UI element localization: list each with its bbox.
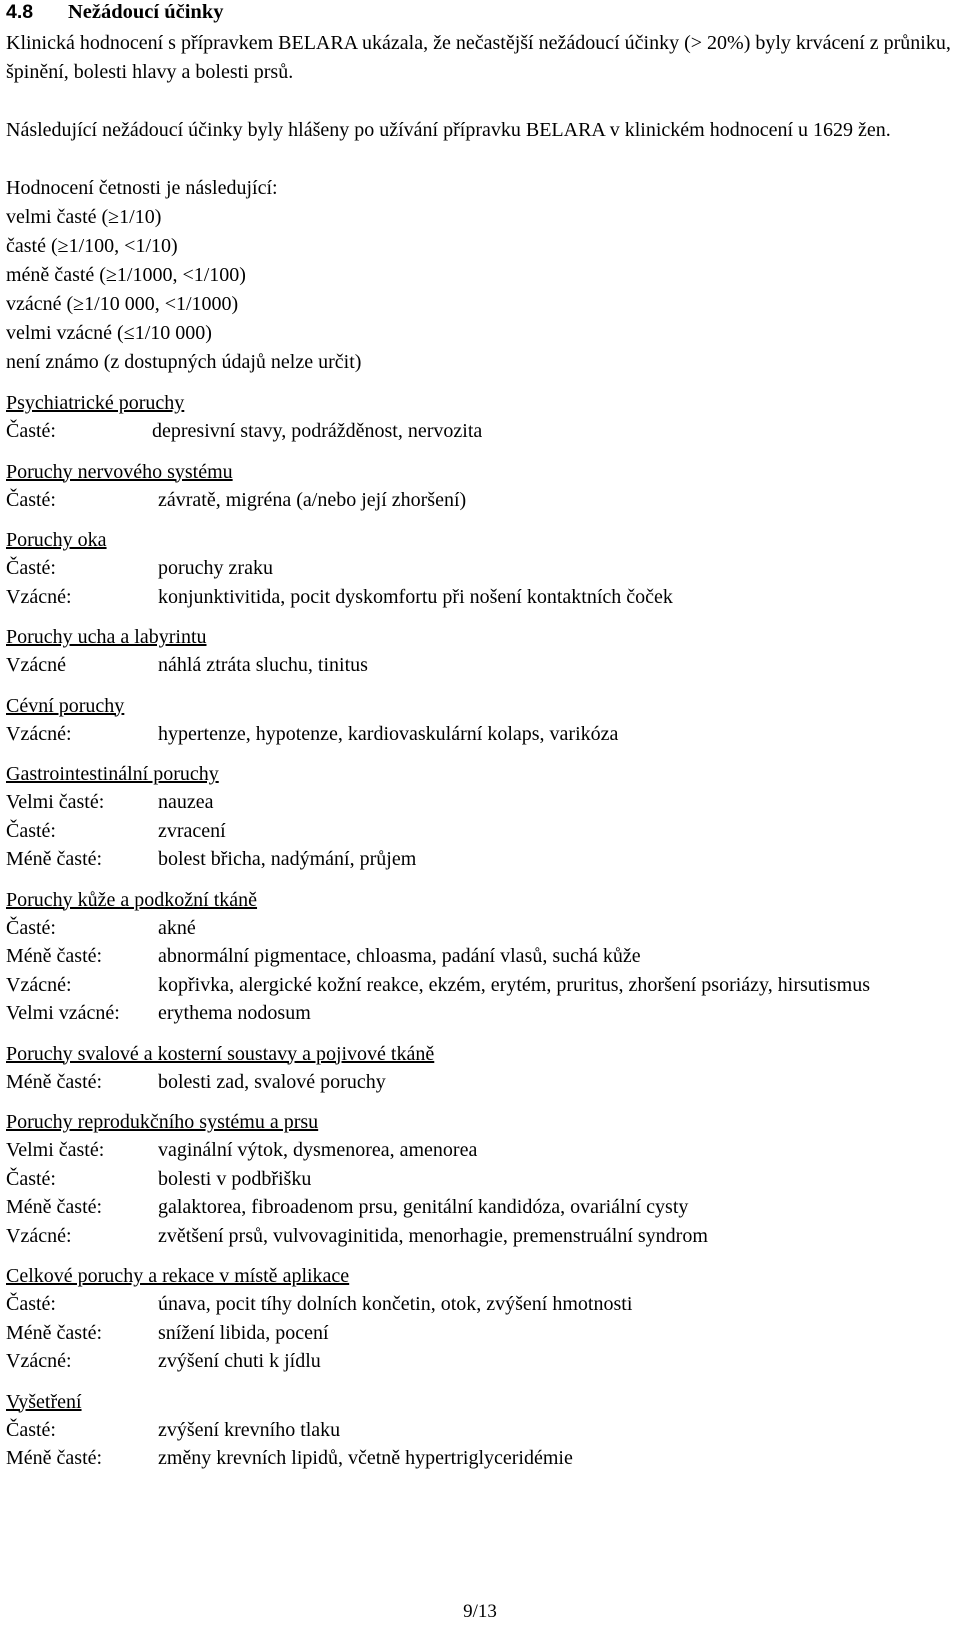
frequency-label: Vzácné:	[6, 1224, 72, 1247]
page-number: 9/13	[463, 1601, 497, 1622]
effect-text: konjunktivitida, pocit dyskomfortu při nošení kontaktních čoček	[158, 585, 673, 608]
frequency-label: Vzácné:	[6, 973, 72, 996]
section-block	[6, 458, 954, 515]
effect-row	[6, 942, 954, 971]
frequency-label: Velmi vzácné:	[6, 1002, 120, 1024]
section-number: 4.8	[6, 1, 34, 23]
section-heading-underlined: Poruchy nervového systému	[6, 460, 233, 483]
frequency-line: méně časté (≥1/1000, <1/100)	[6, 264, 246, 286]
effect-text: bolest břicha, nadýmání, průjem	[158, 848, 417, 870]
section-block	[6, 1262, 954, 1376]
frequency-legend	[6, 174, 954, 377]
section-block	[6, 692, 954, 749]
section-block	[6, 760, 954, 874]
section-heading-underlined: Celkové poruchy a rekace v místě aplikace	[6, 1265, 350, 1287]
effect-text: kopřivka, alergické kožní reakce, ekzém, erytém, pruritus, zhoršení psoriázy, hirsutismus	[158, 973, 870, 996]
frequency-label: Časté:	[6, 1418, 56, 1441]
effect-text: akné	[158, 916, 196, 939]
frequency-label: Časté:	[6, 1293, 56, 1315]
effect-text: depresivní stavy, podrážděnost, nervozita	[152, 420, 483, 442]
section-heading-underlined: Cévní poruchy	[6, 694, 125, 717]
effect-text: změny krevních lipidů, včetně hypertriglyceridémie	[158, 1447, 573, 1469]
section-block	[6, 1040, 954, 1097]
section-title: Nežádoucí účinky	[68, 1, 224, 23]
effect-row	[6, 817, 954, 846]
frequency-label: Méně časté:	[6, 848, 103, 870]
frequency-label: Velmi časté:	[6, 1139, 105, 1161]
section-block	[6, 623, 954, 680]
frequency-label: Časté:	[6, 1167, 56, 1190]
effect-row	[6, 554, 954, 583]
effect-text: bolesti v podbřišku	[158, 1167, 312, 1190]
effect-text: vaginální výtok, dysmenorea, amenorea	[158, 1139, 478, 1161]
effect-text: galaktorea, fibroadenom prsu, genitální kandidóza, ovariální cysty	[158, 1196, 689, 1218]
effect-text: závratě, migréna (a/nebo její zhoršení)	[158, 488, 467, 511]
section-block	[6, 1108, 954, 1250]
effect-text: abnormální pigmentace, chloasma, padání vlasů, suchá kůže	[158, 945, 641, 967]
effect-text: zvýšení krevního tlaku	[158, 1418, 341, 1441]
section-block	[6, 886, 954, 1028]
frequency-label: Vzácné	[6, 654, 66, 676]
section-heading-underlined: Gastrointestinální poruchy	[6, 763, 219, 785]
effect-text: náhlá ztráta sluchu, tinitus	[158, 654, 368, 676]
frequency-label: Velmi časté:	[6, 791, 105, 813]
frequency-label: Méně časté:	[6, 945, 103, 967]
section-heading	[6, 1, 954, 29]
frequency-label: Méně časté:	[6, 1196, 103, 1218]
frequency-label: Časté:	[6, 420, 56, 442]
section-heading-underlined: Poruchy ucha a labyrintu	[6, 626, 207, 648]
adverse-effects-sections	[6, 389, 954, 1473]
effect-text: snížení libida, pocení	[158, 1321, 329, 1344]
effect-text: zvracení	[158, 819, 226, 842]
effect-row	[6, 1068, 954, 1097]
effect-text: nauzea	[158, 791, 214, 813]
effect-row	[6, 1165, 954, 1194]
effect-row	[6, 914, 954, 943]
effect-text: poruchy zraku	[158, 557, 273, 579]
effect-row	[6, 1347, 954, 1376]
section-heading-underlined: Poruchy oka	[6, 529, 107, 551]
effect-text: zvětšení prsů, vulvovaginitida, menorhagie, premenstruální syndrom	[158, 1224, 708, 1247]
frequency-line: časté (≥1/100, <1/10)	[6, 235, 178, 257]
frequency-label: Méně časté:	[6, 1321, 103, 1344]
intro-paragraph-2: Následující nežádoucí účinky byly hlášeny po užívání přípravku BELARA v klinickém hodnocení u 1629 žen.	[6, 119, 891, 141]
section-heading-underlined: Poruchy svalové a kosterní soustavy a pojivové tkáně	[6, 1042, 435, 1065]
frequency-line: velmi vzácné (≤1/10 000)	[6, 322, 212, 344]
effect-row	[6, 999, 954, 1028]
effect-row	[6, 1193, 954, 1222]
section-block	[6, 526, 954, 611]
effect-text: zvýšení chuti k jídlu	[158, 1350, 321, 1372]
frequency-label: Méně časté:	[6, 1070, 103, 1093]
effect-row	[6, 1416, 954, 1445]
section-block	[6, 389, 954, 446]
effect-row	[6, 583, 954, 612]
section-heading-underlined: Poruchy kůže a podkožní tkáně	[6, 888, 258, 911]
intro-paragraph-1: Klinická hodnocení s přípravkem BELARA ukázala, že nečastější nežádoucí účinky (> 20%) byly krvácení z průniku, špinění, bolesti hlavy a bolesti prsů.	[6, 32, 951, 83]
effect-row	[6, 1222, 954, 1251]
frequency-label: Časté:	[6, 916, 56, 939]
section-heading-underlined: Psychiatrické poruchy	[6, 392, 185, 414]
frequency-line: není známo (z dostupných údajů nelze určit)	[6, 351, 362, 373]
effect-row	[6, 486, 954, 515]
effect-row	[6, 845, 954, 874]
frequency-label: Méně časté:	[6, 1447, 103, 1469]
frequency-title: Hodnocení četnosti je následující:	[6, 177, 278, 199]
effect-row	[6, 417, 954, 446]
section-heading-underlined: Vyšetření	[6, 1390, 82, 1413]
effect-text: únava, pocit tíhy dolních končetin, otok, zvýšení hmotnosti	[158, 1293, 633, 1315]
effect-row	[6, 720, 954, 749]
effect-text: erythema nodosum	[158, 1002, 311, 1024]
effect-row	[6, 1290, 954, 1319]
frequency-label: Vzácné:	[6, 585, 72, 608]
effect-row	[6, 1444, 954, 1473]
frequency-line: vzácné (≥1/10 000, <1/1000)	[6, 293, 239, 315]
frequency-label: Vzácné:	[6, 1350, 72, 1372]
effect-row	[6, 1319, 954, 1348]
effect-row	[6, 788, 954, 817]
effect-text: hypertenze, hypotenze, kardiovaskulární kolaps, varikóza	[158, 722, 619, 745]
section-block	[6, 1388, 954, 1473]
document-page	[6, 0, 954, 1473]
frequency-label: Vzácné:	[6, 722, 72, 745]
section-heading-underlined: Poruchy reprodukčního systému a prsu	[6, 1111, 319, 1133]
effect-text: bolesti zad, svalové poruchy	[158, 1070, 386, 1093]
effect-row	[6, 971, 954, 1000]
effect-row	[6, 651, 954, 680]
frequency-label: Časté:	[6, 557, 56, 579]
effect-row	[6, 1136, 954, 1165]
frequency-label: Časté:	[6, 488, 56, 511]
frequency-label: Časté:	[6, 819, 56, 842]
frequency-line: velmi časté (≥1/10)	[6, 206, 162, 228]
